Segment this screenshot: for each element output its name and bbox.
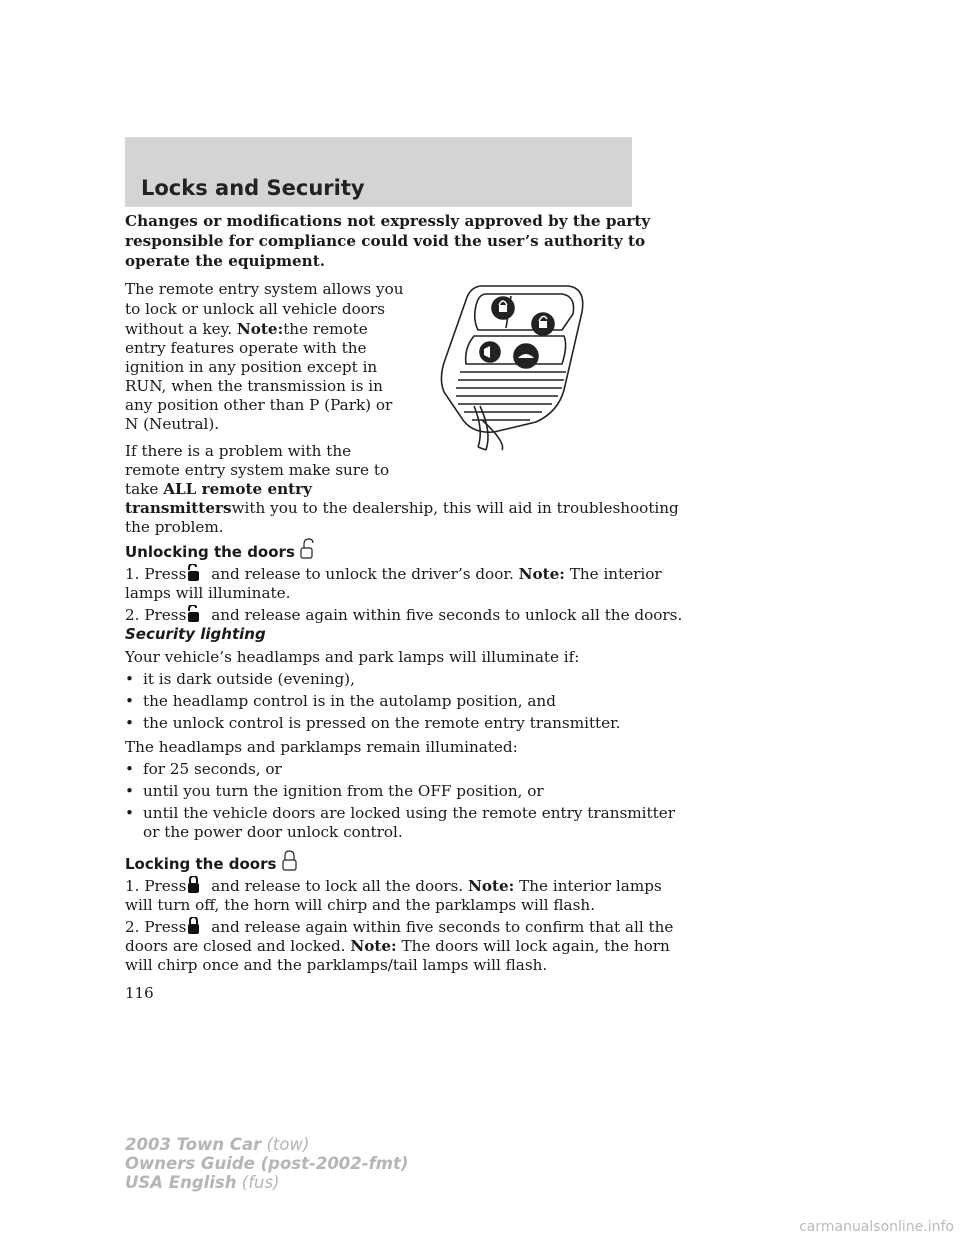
page-number: 116 [125, 984, 154, 1002]
unlock-step-1-line-2: lamps will illuminate. [125, 584, 291, 602]
unlock-button-icon [186, 564, 206, 582]
unlock-step-2 [125, 605, 682, 625]
unlocking-heading-text: Unlocking the doors [125, 543, 295, 561]
intro-line-3-text: without a key. [125, 320, 233, 338]
until-3: until the vehicle doors are locked using the remote entry transmitter [143, 804, 675, 822]
until-2: until you turn the ignition from the OFF position, or [143, 782, 544, 800]
footer-line-1 [125, 1135, 408, 1154]
lock-step-2-post: and release again within five seconds to confirm that all the [211, 918, 674, 936]
lock-step-2-line-2 [125, 937, 670, 956]
intro-line-3 [125, 320, 368, 339]
list-item: • it is dark outside (evening), [125, 670, 355, 688]
locking-heading-text: Locking the doors [125, 855, 277, 873]
condition-3: the unlock control is pressed on the remote entry transmitter. [143, 714, 621, 732]
unlock-step-1-note-text: The interior [569, 565, 662, 583]
problem-line-3 [125, 480, 312, 499]
lock-step-1-note-text: The interior lamps [519, 877, 662, 895]
until-1: for 25 seconds, or [143, 760, 282, 778]
intro-line-1: The remote entry system allows you [125, 280, 404, 298]
intro-line-7: any position other than P (Park) or [125, 396, 393, 414]
footer-line-3 [125, 1173, 408, 1192]
condition-1: it is dark outside (evening), [143, 670, 355, 688]
lock-step-2 [125, 917, 673, 937]
footer-language-code: (fus) [241, 1173, 280, 1192]
list-item: • the headlamp control is in the autolamp position, and [125, 692, 556, 710]
intro-line-8: N (Neutral). [125, 415, 220, 433]
warning-line-1: Changes or modifications not expressly approved by the party [125, 212, 651, 230]
watermark: carmanualsonline.info [799, 1219, 954, 1235]
unlock-button-icon [186, 605, 206, 623]
lock-padlock-icon [282, 850, 298, 872]
warning-line-2: responsible for compliance could void the user’s authority to [125, 232, 646, 250]
intro-line-5: ignition in any position except in [125, 358, 378, 376]
problem-line-4 [125, 499, 679, 518]
footer-model: 2003 Town Car [125, 1135, 262, 1154]
condition-2: the headlamp control is in the autolamp position, and [143, 692, 556, 710]
problem-line-1: If there is a problem with the [125, 442, 352, 460]
unlock-padlock-icon [300, 538, 316, 560]
locking-heading [125, 850, 298, 873]
security-lighting-heading: Security lighting [125, 625, 266, 643]
footer-language: USA English [125, 1173, 237, 1192]
unlock-step-2-post: and release again within five seconds to unlock all the doors. [211, 606, 683, 624]
list-item: • until you turn the ignition from the OFF position, or [125, 782, 544, 800]
list-item: • until the vehicle doors are locked using the remote entry transmitter [125, 804, 675, 822]
footer-block [125, 1135, 408, 1192]
security-lighting-intro: Your vehicle’s headlamps and park lamps will illuminate if: [125, 648, 580, 666]
section-title: Locks and Security [141, 176, 365, 200]
lock-step-2-note: Note: [350, 937, 397, 955]
security-lighting-remain: The headlamps and parklamps remain illuminated: [125, 738, 518, 756]
lock-step-1-line-2: will turn off, the horn will chirp and the parklamps will flash. [125, 896, 596, 914]
lock-button-icon [186, 876, 206, 894]
problem-transmitters: transmitters [125, 499, 232, 517]
lock-step-1-note: Note: [467, 877, 515, 895]
problem-line-5: the problem. [125, 518, 224, 536]
lock-step-2-line-3: will chirp once and the parklamps/tail lamps will flash. [125, 956, 548, 974]
lock-step-1-pre: 1. Press [125, 877, 187, 895]
intro-line-6: RUN, when the transmission is in [125, 377, 383, 395]
problem-line-2: remote entry system make sure to [125, 461, 390, 479]
list-item: • for 25 seconds, or [125, 760, 282, 778]
problem-all-remote: ALL remote entry [163, 480, 312, 498]
unlock-step-1-pre: 1. Press [125, 565, 187, 583]
until-3-continued: or the power door unlock control. [143, 823, 403, 841]
lock-button-icon [186, 917, 206, 935]
lock-step-1 [125, 876, 662, 896]
warning-line-3: operate the equipment. [125, 252, 326, 270]
list-item: • the unlock control is pressed on the remote entry transmitter. [125, 714, 621, 732]
lock-step-2-line-2-pre: doors are closed and locked. [125, 937, 346, 955]
footer-line-2: Owners Guide (post-2002-fmt) [125, 1154, 409, 1173]
unlocking-heading [125, 538, 316, 561]
lock-step-1-post: and release to lock all the doors. [211, 877, 464, 895]
unlock-step-1 [125, 564, 662, 584]
unlock-step-2-pre: 2. Press [125, 606, 187, 624]
intro-line-4: entry features operate with the [125, 339, 367, 357]
intro-note-label: Note: [236, 320, 284, 338]
lock-step-2-pre: 2. Press [125, 918, 187, 936]
lock-step-2-note-text: The doors will lock again, the horn [401, 937, 670, 955]
unlock-step-1-post: and release to unlock the driver’s door. [211, 565, 514, 583]
problem-take: take [125, 480, 159, 498]
intro-line-3-tail: the remote [283, 320, 368, 338]
footer-model-code: (tow) [266, 1135, 310, 1154]
problem-line-4-tail: with you to the dealership, this will aid in troubleshooting [231, 499, 679, 517]
remote-key-fob-icon [436, 272, 606, 472]
unlock-step-1-note: Note: [518, 565, 565, 583]
intro-line-2: to lock or unlock all vehicle doors [125, 300, 385, 318]
